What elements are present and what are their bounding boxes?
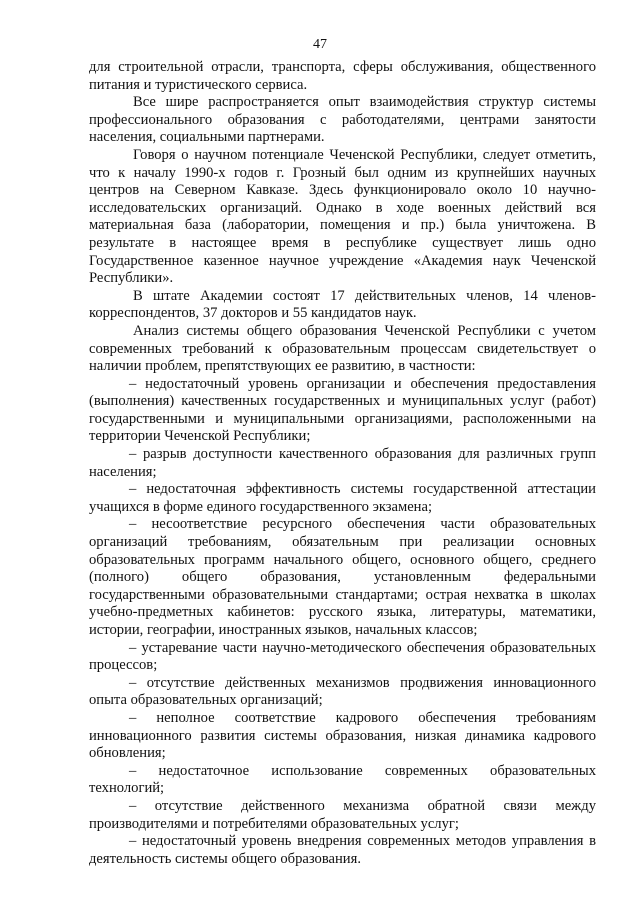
list-item: – отсутствие действенных механизмов продвижения инновационного опыта образовательных организаций; [89,674,596,709]
paragraph-analysis-intro: Анализ системы общего образования Чеченской Республики с учетом современных требований к образовательным процессам свидетельствует о наличии проблем, препятствующих ее развитию, в частности: [89,322,596,375]
paragraph-employers: Все шире распространяется опыт взаимодействия структур системы профессионального образования с работодателями, центрами занятости населения, социальными партнерами. [89,94,596,146]
list-item: – недостаточный уровень внедрения современных методов управления в деятельность системы общего образования. [89,833,596,867]
list-item: – недостаточное использование современных образовательных технологий; [89,762,596,797]
list-item: – разрыв доступности качественного образования для различных групп населения; [89,446,596,480]
list-item: – недостаточная эффективность системы государственной аттестации учащихся в форме единого государственного экзамена; [89,481,596,515]
list-item: – недостаточный уровень организации и обеспечения предоставления (выполнения) качественных государственных и муниципальных услуг (работ) государственными и муниципальными организациями, расположенными на территории Чеченской Республики; [89,375,596,445]
body-text [89,59,596,868]
list-item: – несоответствие ресурсного обеспечения части образовательных организаций требованиям, обязательным при реализации основных образовательных программ начального общего, основного общего, среднего (полного) общего образования, установленным федеральными государственными образовательными стандартами; острая нехватка в школах учебно-предметных кабинетов: русского языка, литературы, математики, истории, географии, иностранных языков, начальных классов; [89,516,596,638]
list-item: – неполное соответствие кадрового обеспечения требованиям инновационного развития системы образования, низкая динамика кадрового обновления; [89,709,596,762]
paragraph-scientific-potential: Говоря о научном потенциале Чеченской Республики, следует отметить, что к началу 1990-х годов г. Грозный был одним из крупнейших научных центров на Северном Кавказе. Здесь функционировало около 10 научно-исследовательских организаций. Однако в ходе военных действий вся материальная база (лаборатории, помещения и пр.) была уничтожена. В результате в настоящее время в республике существует лишь одно Государственное казенное научное учреждение «Академия наук Чеченской Республики». [89,146,596,287]
page-number: 47 [313,37,327,52]
list-item: – отсутствие действенного механизма обратной связи между производителями и потребителями образовательных услуг; [89,797,596,832]
paragraph-academy-staff: В штате Академии состоят 17 действительных членов, 14 членов-корреспондентов, 37 докторов и 55 кандидатов наук. [89,287,596,322]
list-item: – устаревание части научно-методического обеспечения образовательных процессов; [89,639,596,674]
paragraph-continuation: для строительной отрасли, транспорта, сферы обслуживания, общественного питания и туристического сервиса. [89,59,596,93]
